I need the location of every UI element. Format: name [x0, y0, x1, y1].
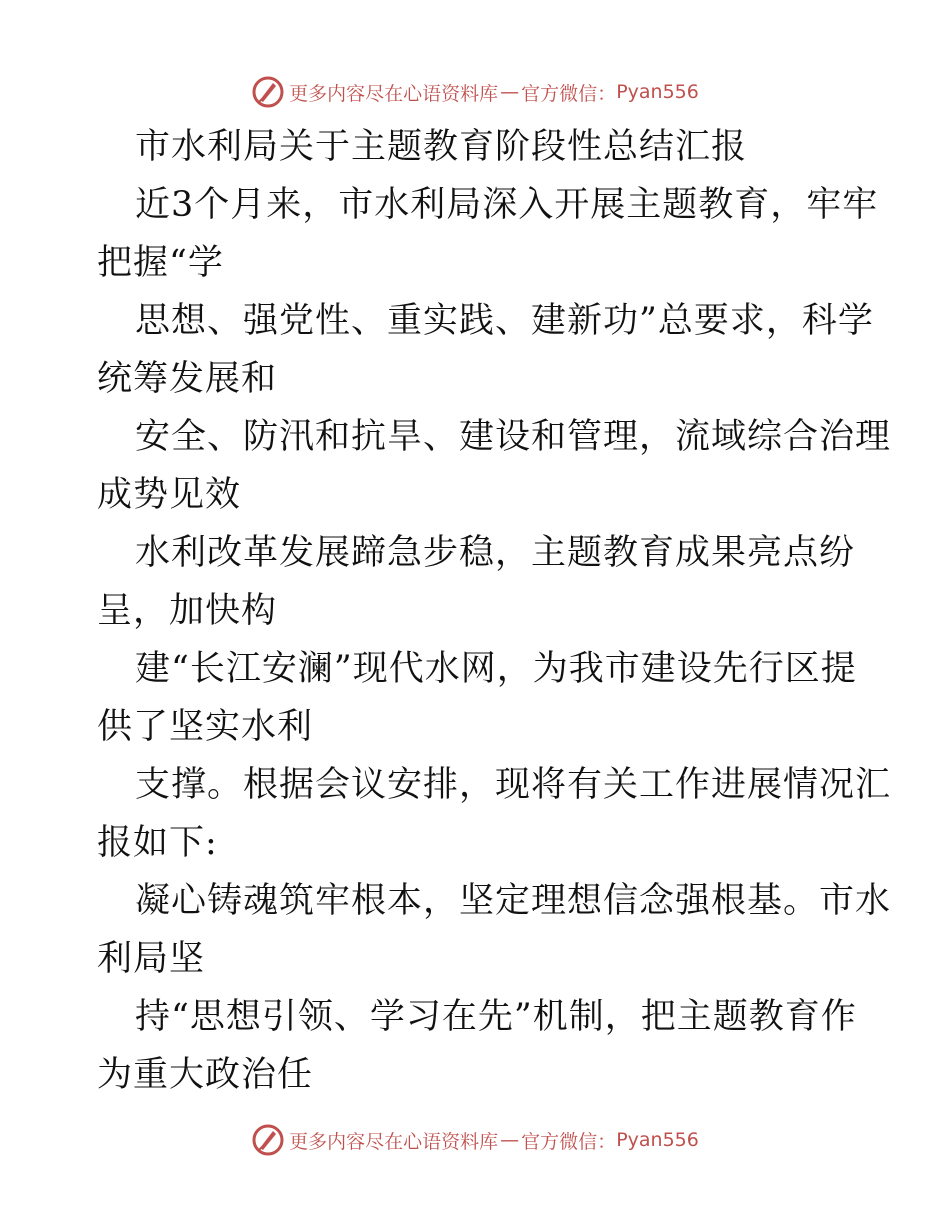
quill-pen-logo-icon	[251, 1123, 285, 1157]
document-line: 呈，加快构	[97, 591, 278, 631]
document-line: 利局坚	[97, 939, 206, 979]
document-line: 支撑。根据会议安排，现将有关工作进展情况汇	[135, 765, 892, 805]
watermark-wechat-id: Pyan556	[616, 1129, 699, 1151]
footer-watermark	[0, 1120, 950, 1160]
document-line: 持“思想引领、学习在先”机制，把主题教育作	[135, 997, 857, 1037]
document-body	[97, 118, 892, 1104]
document-line: 报如下:	[97, 823, 218, 863]
header-watermark	[0, 72, 950, 112]
document-line: 为重大政治任	[97, 1055, 314, 1095]
watermark-separator: —	[500, 81, 520, 103]
document-line: 统筹发展和	[97, 359, 278, 399]
watermark-separator: —	[500, 1129, 520, 1151]
document-line: 凝心铸魂筑牢根本，坚定理想信念强根基。市水	[135, 881, 892, 921]
document-line: 近3个月来，市水利局深入开展主题教育，牢牢	[135, 185, 879, 225]
watermark-label: 官方微信：	[521, 1130, 617, 1153]
document-line: 把握“学	[97, 243, 224, 283]
watermark-wechat-id: Pyan556	[616, 81, 699, 103]
document-line: 安全、防汛和抗旱、建设和管理，流域综合治理	[135, 417, 892, 457]
document-line: 成势见效	[97, 475, 242, 515]
document-line: 供了坚实水利	[97, 707, 314, 747]
watermark-text: 更多内容尽在心语资料库	[289, 82, 499, 105]
watermark-label: 官方微信：	[521, 82, 617, 105]
watermark-text: 更多内容尽在心语资料库	[289, 1130, 499, 1153]
document-line: 水利改革发展蹄急步稳，主题教育成果亮点纷	[135, 533, 856, 573]
document-line: 思想、强党性、重实践、建新功”总要求，科学	[135, 301, 874, 341]
quill-pen-logo-icon	[251, 75, 285, 109]
document-line: 市水利局关于主题教育阶段性总结汇报	[135, 127, 748, 167]
document-line: 建“长江安澜”现代水网，为我市建设先行区提	[135, 649, 857, 689]
